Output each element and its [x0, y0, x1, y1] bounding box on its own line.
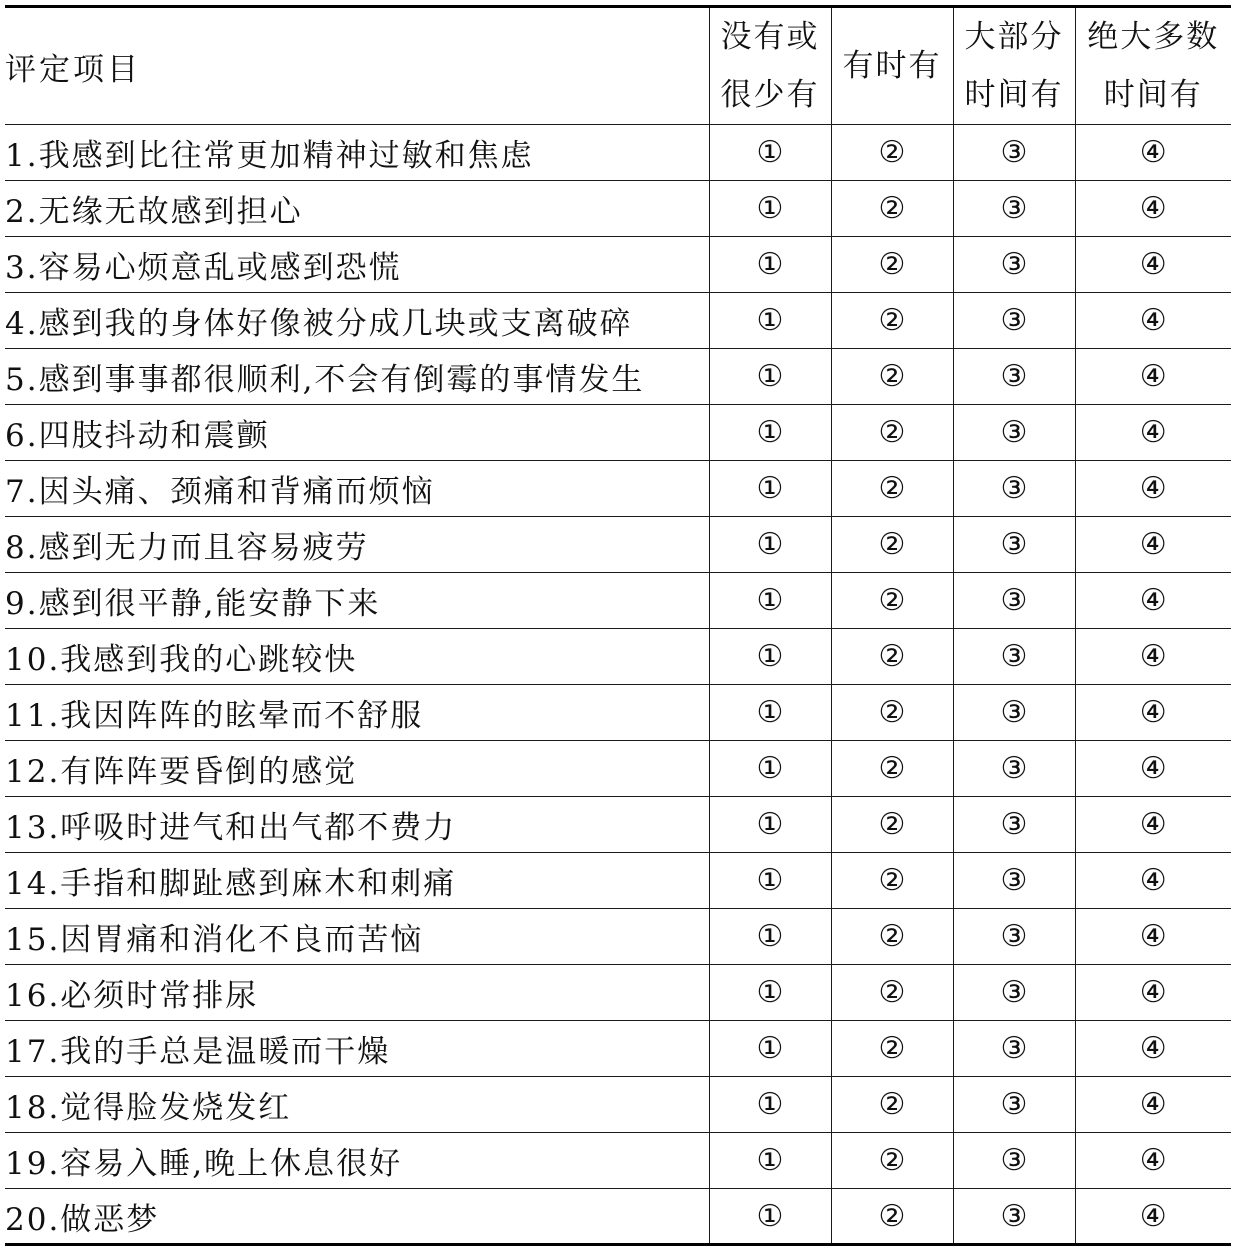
option-1-mark[interactable]: ①	[709, 125, 831, 181]
item-text: 6.四肢抖动和震颤	[5, 405, 709, 461]
option-4-mark[interactable]: ④	[1075, 1133, 1231, 1189]
table-row	[5, 349, 1231, 405]
option-1-mark[interactable]: ①	[709, 1077, 831, 1133]
item-text: 15.因胃痛和消化不良而苦恼	[5, 909, 709, 965]
option-2-mark[interactable]: ②	[831, 1021, 953, 1077]
option-2-mark[interactable]: ②	[831, 405, 953, 461]
option-2-mark[interactable]: ②	[831, 125, 953, 181]
option-3-mark[interactable]: ③	[953, 1077, 1075, 1133]
option-2-mark[interactable]: ②	[831, 349, 953, 405]
header-option-4-line-2: 时间有	[1103, 77, 1203, 113]
item-text: 3.容易心烦意乱或感到恐慌	[5, 237, 709, 293]
table-row	[5, 797, 1231, 853]
option-1-mark[interactable]: ①	[709, 797, 831, 853]
table-row	[5, 461, 1231, 517]
header-option-1	[709, 7, 831, 125]
item-text: 9.感到很平静,能安静下来	[5, 573, 709, 629]
item-text: 18.觉得脸发烧发红	[5, 1077, 709, 1133]
option-4-mark[interactable]: ④	[1075, 405, 1231, 461]
table-row	[5, 629, 1231, 685]
option-4-mark[interactable]: ④	[1075, 237, 1231, 293]
option-4-mark[interactable]: ④	[1075, 1077, 1231, 1133]
item-text: 20.做恶梦	[5, 1189, 709, 1245]
option-2-mark[interactable]: ②	[831, 237, 953, 293]
item-rows	[5, 125, 1231, 1245]
option-2-mark[interactable]: ②	[831, 853, 953, 909]
option-1-mark[interactable]: ①	[709, 293, 831, 349]
option-3-mark[interactable]: ③	[953, 573, 1075, 629]
option-2-mark[interactable]: ②	[831, 461, 953, 517]
option-2-mark[interactable]: ②	[831, 1077, 953, 1133]
table-row	[5, 1077, 1231, 1133]
header-option-2	[831, 7, 953, 125]
item-text: 12.有阵阵要昏倒的感觉	[5, 741, 709, 797]
header-option-3-line-2: 时间有	[964, 77, 1064, 113]
table-row	[5, 741, 1231, 797]
item-text: 13.呼吸时进气和出气都不费力	[5, 797, 709, 853]
option-1-mark[interactable]: ①	[709, 405, 831, 461]
option-3-mark[interactable]: ③	[953, 685, 1075, 741]
option-4-mark[interactable]: ④	[1075, 181, 1231, 237]
rating-scale-table	[5, 5, 1231, 1246]
option-1-mark[interactable]: ①	[709, 1133, 831, 1189]
option-4-mark[interactable]: ④	[1075, 797, 1231, 853]
option-4-mark[interactable]: ④	[1075, 349, 1231, 405]
option-3-mark[interactable]: ③	[953, 349, 1075, 405]
option-4-mark[interactable]: ④	[1075, 573, 1231, 629]
option-3-mark[interactable]: ③	[953, 461, 1075, 517]
table-row	[5, 1021, 1231, 1077]
option-1-mark[interactable]: ①	[709, 853, 831, 909]
item-text: 17.我的手总是温暖而干燥	[5, 1021, 709, 1077]
table-row	[5, 237, 1231, 293]
option-2-mark[interactable]: ②	[831, 1133, 953, 1189]
option-3-mark[interactable]: ③	[953, 741, 1075, 797]
option-2-mark[interactable]: ②	[831, 1189, 953, 1245]
option-1-mark[interactable]: ①	[709, 965, 831, 1021]
table-row	[5, 853, 1231, 909]
option-2-mark[interactable]: ②	[831, 573, 953, 629]
option-3-mark[interactable]: ③	[953, 1189, 1075, 1245]
table-row	[5, 293, 1231, 349]
option-4-mark[interactable]: ④	[1075, 293, 1231, 349]
option-1-mark[interactable]: ①	[709, 181, 831, 237]
option-4-mark[interactable]: ④	[1075, 1021, 1231, 1077]
option-3-mark[interactable]: ③	[953, 629, 1075, 685]
item-text: 10.我感到我的心跳较快	[5, 629, 709, 685]
option-4-mark[interactable]: ④	[1075, 853, 1231, 909]
option-1-mark[interactable]: ①	[709, 629, 831, 685]
option-4-mark[interactable]: ④	[1075, 965, 1231, 1021]
option-1-mark[interactable]: ①	[709, 349, 831, 405]
option-3-mark[interactable]: ③	[953, 181, 1075, 237]
option-4-mark[interactable]: ④	[1075, 1189, 1231, 1245]
option-4-mark[interactable]: ④	[1075, 741, 1231, 797]
header-option-4-line-1: 绝大多数	[1087, 19, 1220, 55]
item-text: 4.感到我的身体好像被分成几块或支离破碎	[5, 293, 709, 349]
option-3-mark[interactable]: ③	[953, 853, 1075, 909]
option-3-mark[interactable]: ③	[953, 125, 1075, 181]
option-2-mark[interactable]: ②	[831, 181, 953, 237]
option-1-mark[interactable]: ①	[709, 685, 831, 741]
item-text: 11.我因阵阵的眩晕而不舒服	[5, 685, 709, 741]
option-1-mark[interactable]: ①	[709, 237, 831, 293]
option-1-mark[interactable]: ①	[709, 573, 831, 629]
option-2-mark[interactable]: ②	[831, 685, 953, 741]
option-1-mark[interactable]: ①	[709, 1189, 831, 1245]
header-option-1-line-2: 很少有	[720, 77, 820, 113]
option-2-mark[interactable]: ②	[831, 517, 953, 573]
item-text: 1.我感到比往常更加精神过敏和焦虑	[5, 125, 709, 181]
option-3-mark[interactable]: ③	[953, 405, 1075, 461]
item-text: 2.无缘无故感到担心	[5, 181, 709, 237]
table-row	[5, 405, 1231, 461]
option-4-mark[interactable]: ④	[1075, 125, 1231, 181]
option-3-mark[interactable]: ③	[953, 237, 1075, 293]
option-1-mark[interactable]: ①	[709, 741, 831, 797]
option-1-mark[interactable]: ①	[709, 909, 831, 965]
option-4-mark[interactable]: ④	[1075, 461, 1231, 517]
option-3-mark[interactable]: ③	[953, 797, 1075, 853]
option-3-mark[interactable]: ③	[953, 965, 1075, 1021]
table-row	[5, 517, 1231, 573]
header-item: 评定项目	[5, 7, 709, 125]
table-row	[5, 685, 1231, 741]
option-4-mark[interactable]: ④	[1075, 909, 1231, 965]
table-row	[5, 909, 1231, 965]
option-1-mark[interactable]: ①	[709, 461, 831, 517]
option-3-mark[interactable]: ③	[953, 909, 1075, 965]
item-text: 5.感到事事都很顺利,不会有倒霉的事情发生	[5, 349, 709, 405]
option-3-mark[interactable]: ③	[953, 1021, 1075, 1077]
item-text: 16.必须时常排尿	[5, 965, 709, 1021]
header-option-3-line-1: 大部分	[964, 19, 1064, 55]
table-row	[5, 1189, 1231, 1245]
header-option-1-line-1: 没有或	[720, 19, 820, 55]
item-text: 8.感到无力而且容易疲劳	[5, 517, 709, 573]
table-row	[5, 573, 1231, 629]
option-2-mark[interactable]: ②	[831, 741, 953, 797]
option-1-mark[interactable]: ①	[709, 1021, 831, 1077]
option-2-mark[interactable]: ②	[831, 965, 953, 1021]
option-3-mark[interactable]: ③	[953, 293, 1075, 349]
table-row	[5, 125, 1231, 181]
header-option-4	[1075, 7, 1231, 125]
option-3-mark[interactable]: ③	[953, 1133, 1075, 1189]
option-2-mark[interactable]: ②	[831, 909, 953, 965]
header-row	[5, 7, 1231, 125]
table-row	[5, 1133, 1231, 1189]
table-row	[5, 965, 1231, 1021]
option-2-mark[interactable]: ②	[831, 629, 953, 685]
option-3-mark[interactable]: ③	[953, 517, 1075, 573]
option-4-mark[interactable]: ④	[1075, 685, 1231, 741]
item-text: 19.容易入睡,晚上休息很好	[5, 1133, 709, 1189]
item-text: 14.手指和脚趾感到麻木和刺痛	[5, 853, 709, 909]
item-text: 7.因头痛、颈痛和背痛而烦恼	[5, 461, 709, 517]
option-2-mark[interactable]: ②	[831, 293, 953, 349]
option-4-mark[interactable]: ④	[1075, 517, 1231, 573]
option-4-mark[interactable]: ④	[1075, 629, 1231, 685]
option-2-mark[interactable]: ②	[831, 797, 953, 853]
option-1-mark[interactable]: ①	[709, 517, 831, 573]
header-option-2-line-1: 有时有	[842, 48, 942, 84]
table-row	[5, 181, 1231, 237]
header-option-3	[953, 7, 1075, 125]
